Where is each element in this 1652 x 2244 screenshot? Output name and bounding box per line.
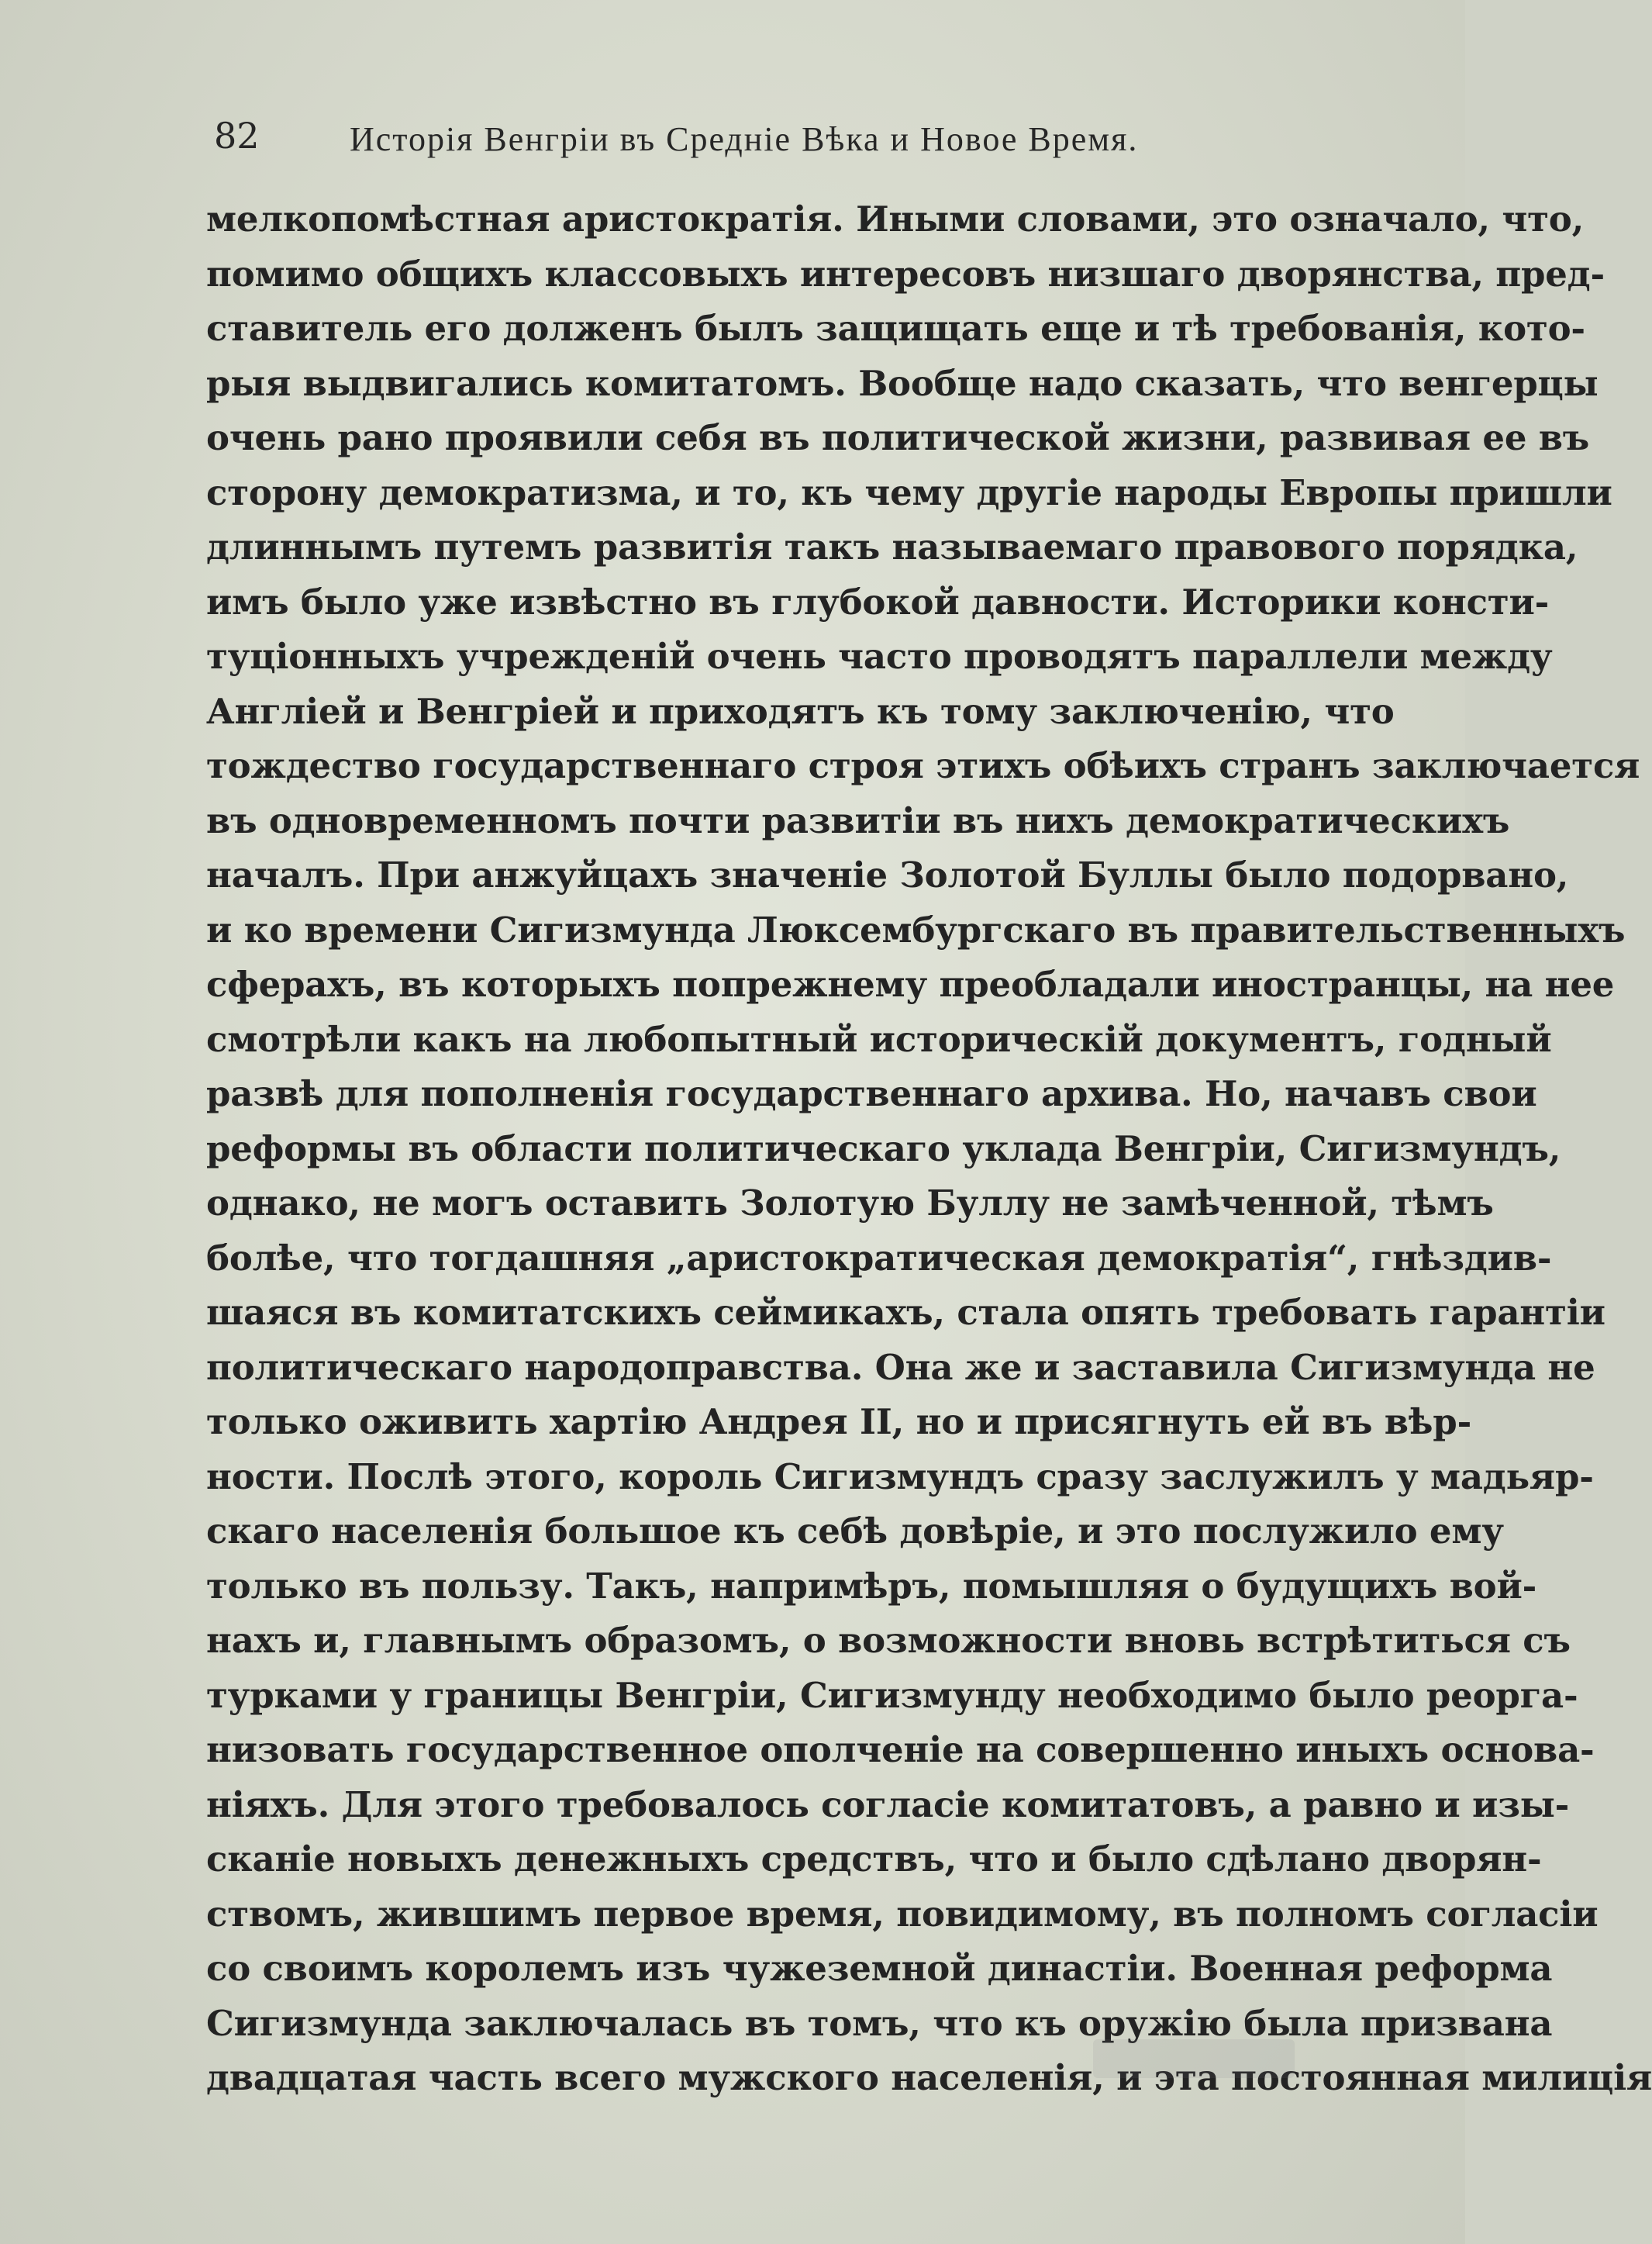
text-line: только въ пользу. Такъ, напримѣръ, помышляя о будущихъ вой- [206, 1565, 1537, 1607]
faint-stamp-shadow [1093, 2039, 1295, 2078]
text-line: имъ было уже извѣстно въ глубокой давности. Историки консти- [206, 581, 1550, 623]
text-line: въ одновременномъ почти развитіи въ нихъ демократическихъ [206, 799, 1510, 841]
text-line: ствомъ, жившимъ первое время, повидимому, въ полномъ согласіи [206, 1893, 1599, 1935]
text-line: реформы въ области политическаго уклада Венгріи, Сигизмундъ, [206, 1127, 1561, 1169]
text-line: Англіей и Венгріей и приходятъ къ тому заключенію, что [206, 690, 1395, 732]
page-header [214, 109, 1245, 163]
text-line: со своимъ королемъ изъ чужеземной династіи. Военная реформа [206, 1948, 1553, 1989]
text-line: однако, не могъ оставить Золотую Буллу не замѣченной, тѣмъ [206, 1182, 1494, 1224]
text-line: только оживить хартію Андрея II, но и присягнуть ей въ вѣр- [206, 1401, 1472, 1442]
text-line: сферахъ, въ которыхъ попрежнему преобладали иностранцы, на нее [206, 964, 1615, 1005]
text-line: политическаго народоправства. Она же и заставила Сигизмунда не [206, 1346, 1595, 1388]
text-line: рыя выдвигались комитатомъ. Вообще надо сказать, что венгерцы [206, 362, 1599, 404]
running-title: Исторія Венгріи въ Средніе Вѣка и Новое Время. [350, 120, 1139, 158]
text-line: ставитель его долженъ былъ защищать еще и тѣ требованія, кото- [206, 308, 1585, 349]
text-line: низовать государственное ополченіе на совершенно иныхъ основа- [206, 1729, 1595, 1770]
text-line: сторону демократизма, и то, къ чему другіе народы Европы пришли [206, 471, 1612, 513]
text-line: длиннымъ путемъ развитія такъ называемаго правового порядка, [206, 526, 1578, 568]
text-line: и ко времени Сигизмунда Люксембургскаго въ правительственныхъ [206, 909, 1626, 951]
text-line: ности. Послѣ этого, король Сигизмундъ сразу заслужилъ у мадьяр- [206, 1455, 1594, 1497]
text-line: шаяся въ комитатскихъ сеймикахъ, стала опять требовать гарантіи [206, 1292, 1605, 1333]
text-line: началъ. При анжуйцахъ значеніе Золотой Буллы было подорвано, [206, 854, 1569, 896]
text-line: развѣ для пополненія государственнаго архива. Но, начавъ свои [206, 1073, 1537, 1114]
text-line: ніяхъ. Для этого требовалось согласіе комитатовъ, а равно и изы- [206, 1783, 1570, 1825]
text-line: сканіе новыхъ денежныхъ средствъ, что и было сдѣлано дворян- [206, 1838, 1542, 1880]
text-line: двадцатая часть всего мужского населенія, и эта постоянная милиція [206, 2057, 1652, 2098]
text-line: очень рано проявили себя въ политической жизни, развивая ее въ [206, 417, 1590, 458]
text-line: скаго населенія большое къ себѣ довѣріе, и это послужило ему [206, 1510, 1504, 1552]
text-line: туціонныхъ учрежденій очень часто проводятъ параллели между [206, 636, 1553, 677]
text-line: мелкопомѣстная аристократія. Иными словами, это означало, что, [206, 199, 1585, 240]
text-line: турками у границы Венгріи, Сигизмунду необходимо было реорга- [206, 1674, 1578, 1716]
text-line: тождество государственнаго строя этихъ обѣихъ странъ заключается [206, 745, 1640, 786]
text-line: Сигизмунда заключалась въ томъ, что къ оружію была призвана [206, 2002, 1553, 2044]
text-line: помимо общихъ классовыхъ интересовъ низшаго дворянства, пред- [206, 253, 1605, 295]
body-text [206, 192, 1652, 2106]
page-number: 82 [214, 115, 260, 157]
text-line: нахъ и, главнымъ образомъ, о возможности вновь встрѣтиться съ [206, 1620, 1571, 1661]
text-line: болѣе, что тогдашняя „аристократическая демократія“, гнѣздив- [206, 1237, 1552, 1279]
text-line: смотрѣли какъ на любопытный историческій документъ, годный [206, 1018, 1552, 1060]
